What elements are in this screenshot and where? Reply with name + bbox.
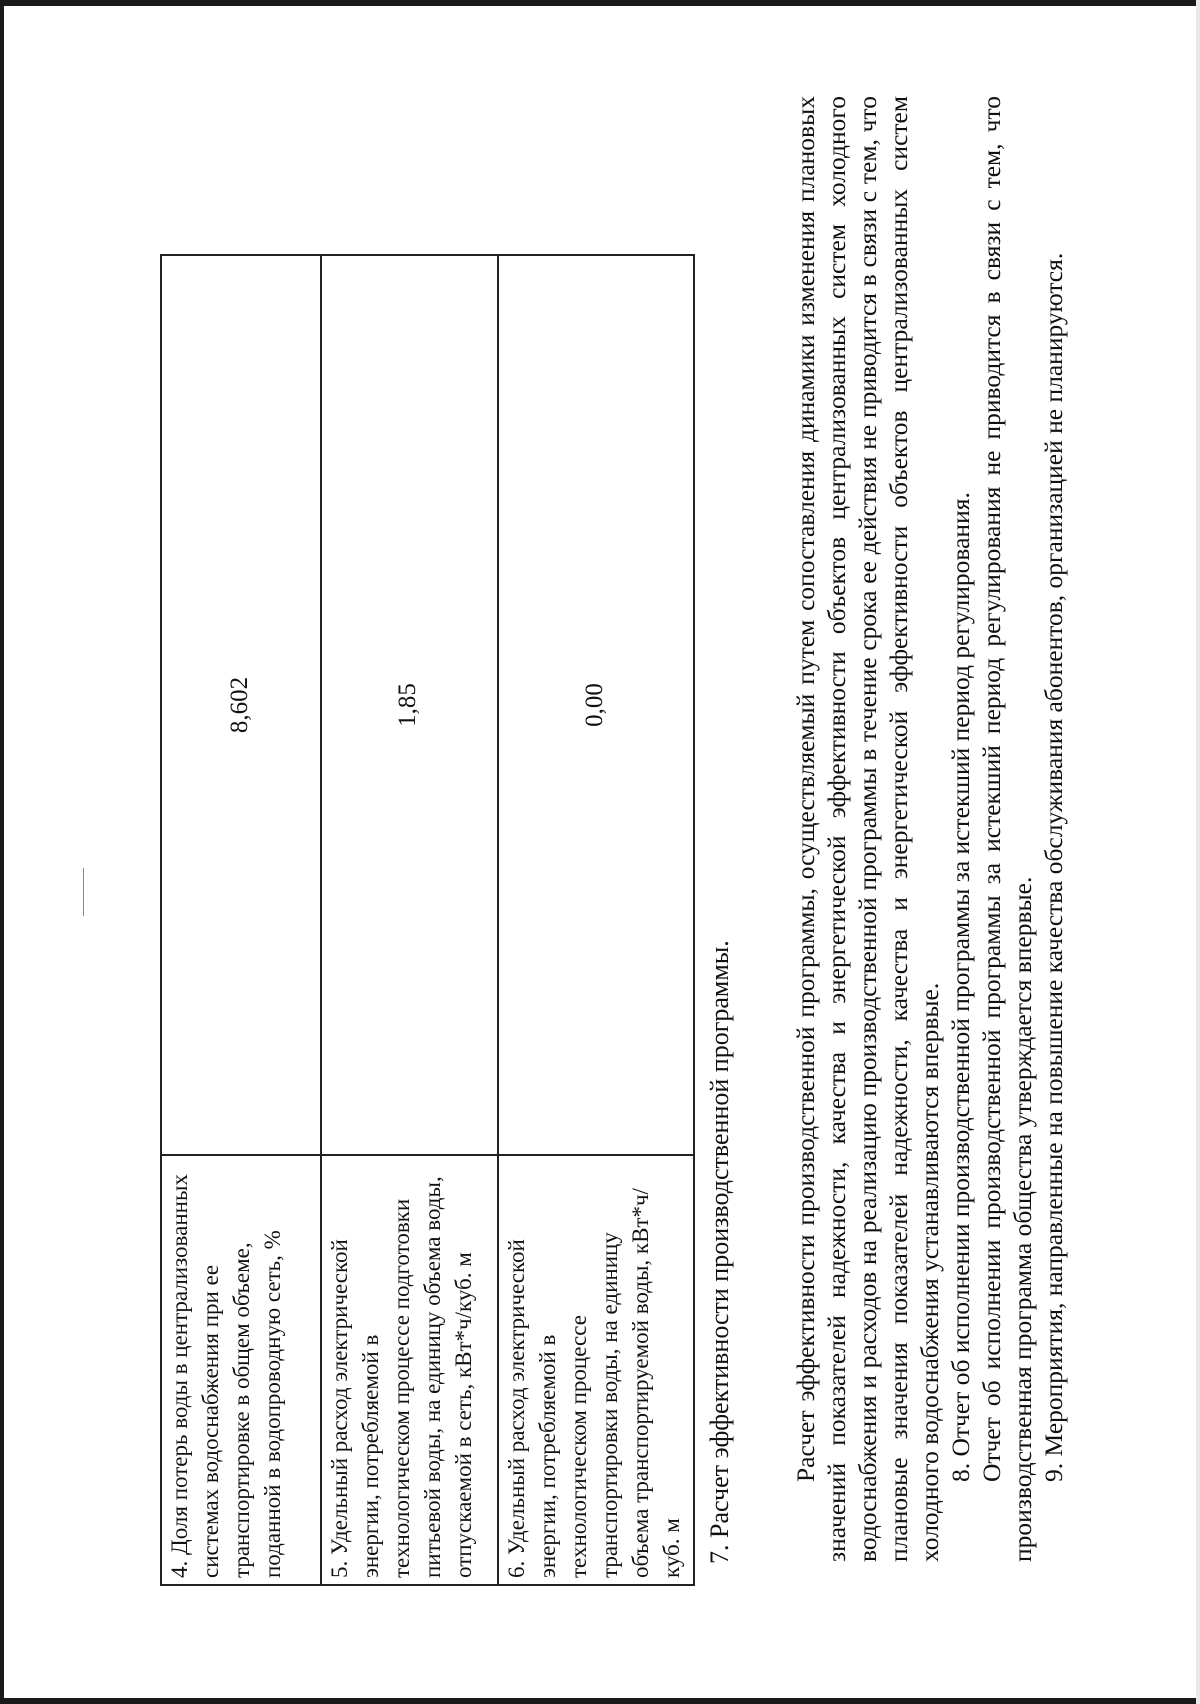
section-9-heading: 9. Мероприятия, направленные на повышение качества обслуживания абонентов, организацией не планируются. [1039,252,1068,1482]
section-8-paragraph: Отчет об исполнении производственной программы за истекший период регулирования не приводится в связи с тем, что производственная программа общества утверждается впервые. [977,96,1037,1562]
value-cell: 1,85 [321,255,498,1155]
indicator-cell: 6. Удельный расход электрической энергии, потребляемой в технологическом процессе транспортировки воды, на единицу объема транспортируемой воды, кВт*ч/куб. м [498,1155,694,1585]
indicator-cell: 4. Доля потерь воды в централизованных системах водоснабжения при ее транспортировке в общем объеме, поданной в водопроводную сеть, % [161,1155,321,1585]
section-8-heading: 8. Отчет об исполнении производственной программы за истекший период регулирования. [946,492,975,1482]
table-row [161,255,321,1585]
indicator-cell: 5. Удельный расход электрической энергии, потребляемой в технологическом процессе подготовки питьевой воды, на единицу объема воды, отпускаемой в сеть, кВт*ч/куб. м [321,1155,498,1585]
indicators-table [160,254,695,1586]
table-row [321,255,498,1585]
table-row [498,255,694,1585]
body-text [790,96,1069,1562]
value-cell: 0,00 [498,255,694,1155]
section-7-heading: 7. Расчет эффективности производственной программы. [705,940,734,1564]
section-7-paragraph: Расчет эффективности производственной программы, осуществляемый путем сопоставления динамики изменения плановых значений показателей надежности, качества и энергетической эффективности объектов централизованных систем холодного водоснабжения и расходов на реализацию производственной программы в течение срока ее действия не приводится в связи с тем, что плановые значения показателей надежности, качества и энергетической эффективности объектов централизованных систем холодного водоснабжения устанавливаются впервые. [791,96,944,1562]
value-cell: 8,602 [161,255,321,1155]
